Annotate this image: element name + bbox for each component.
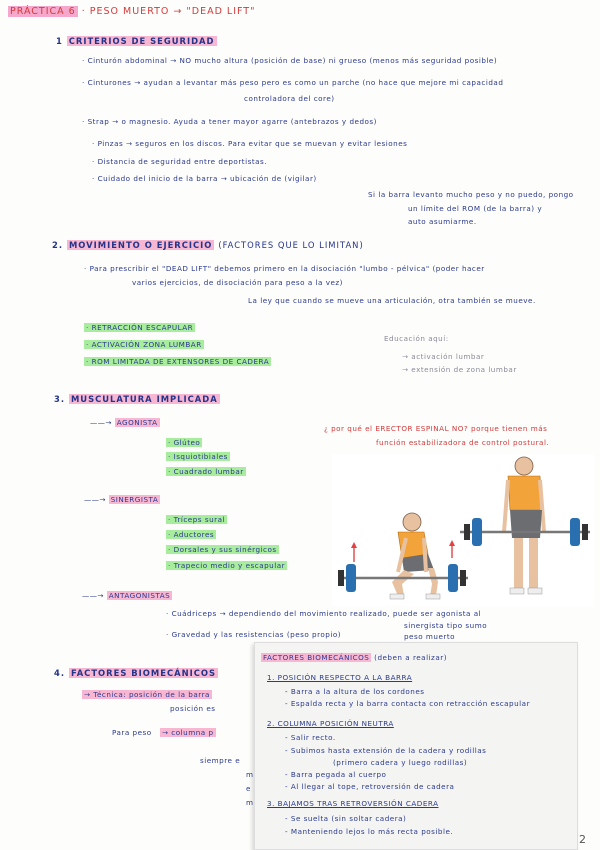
label: · Isquiotibiales xyxy=(168,452,228,461)
erector-question: ¿ por qué el ERECTOR ESPINAL NO? porque tienen más xyxy=(324,424,548,433)
sticky-point-2a: - Salir recto. xyxy=(285,733,336,742)
label: · Dorsales y sus sinérgicos xyxy=(168,545,277,554)
s2-bullet-prescribe: · Para prescribir el "DEAD LIFT" debemos primero en la disociación "lumbo - pélvica" (poder hacer xyxy=(84,264,485,273)
s4-frag-1: m xyxy=(246,770,254,779)
sticky-point-3 xyxy=(267,799,439,808)
label: · Aductores xyxy=(168,530,215,539)
s2-item-rom xyxy=(84,357,271,366)
sticky-point-3a: - Se suelta (sin soltar cadera) xyxy=(285,814,407,823)
synergist-3 xyxy=(166,545,279,554)
agonist-heading: ——→ AGONISTA xyxy=(90,418,158,427)
s4-always: siempre e xyxy=(200,756,241,765)
s1-bullet-strap: · Strap → o magnesio. Ayuda a tener mayor agarre (antebrazos y dedos) xyxy=(82,117,377,126)
label: · Glúteo xyxy=(168,438,201,447)
s1-bullet-bar-start: · Cuidado del inicio de la barra → ubicación de (vigilar) xyxy=(92,174,317,183)
sticky-point-2 xyxy=(267,719,394,728)
s4-technique xyxy=(82,690,212,699)
section-3-heading xyxy=(54,394,220,404)
section-title: CRITERIOS DE SEGURIDAD xyxy=(68,36,215,46)
synergist-2 xyxy=(166,530,216,539)
lifter-start-position xyxy=(338,513,468,599)
label: · Cuadrado lumbar xyxy=(168,467,244,476)
s4-technique-cont: posición es xyxy=(170,704,216,713)
sticky-title: FACTORES BIOMECÁNICOS xyxy=(263,653,370,662)
page-title xyxy=(8,6,255,17)
sticky-point-2d: - Barra pegada al cuerpo xyxy=(285,770,387,779)
section-number: 1 xyxy=(56,36,63,46)
label: ANTAGONISTAS xyxy=(108,591,171,600)
s1-bullet-belt: · Cinturón abdominal → NO mucho altura (posición de base) ni grueso (menos más seguridad posible) xyxy=(82,56,498,65)
sticky-point-2b: - Subimos hasta extensión de la cadera y rodillas xyxy=(285,746,487,755)
s2-note: La ley que cuando se mueve una articulación, otra también se mueve. xyxy=(248,296,536,305)
s1-bullet-belts: · Cinturones → ayudan a levantar más peso pero es como un parche (no hace que mejore mi capacidad xyxy=(82,78,504,87)
section-2-heading xyxy=(52,240,364,250)
antagonist-2: · Gravedad y las resistencias (peso propio) xyxy=(166,630,342,639)
deadlift-figures-svg xyxy=(332,454,594,606)
erector-answer: función estabilizadora de control postural. xyxy=(376,438,550,447)
label: · Trapecio medio y escapular xyxy=(168,561,286,570)
antagonist-1-cont: sinergista tipo sumo xyxy=(404,621,488,630)
section-title: MOVIMIENTO O EJERCICIO xyxy=(68,240,213,250)
sticky-title-row xyxy=(261,653,447,662)
label: · Tríceps sural xyxy=(168,515,225,524)
s2-side-1: → activación lumbar xyxy=(402,352,485,361)
lifter-end-position xyxy=(460,457,590,594)
antagonist-2-cont: peso muerto xyxy=(404,632,456,641)
deadlift-illustration xyxy=(332,454,594,606)
s1-note-3: auto asumiarme. xyxy=(408,217,477,226)
section-number: 3. xyxy=(54,394,66,404)
label: 3. BAJAMOS TRAS RETROVERSIÓN CADERA xyxy=(267,799,439,808)
page-number: 2 xyxy=(579,833,586,846)
sticky-point-2e: - Al llegar al tope, retroversión de cadera xyxy=(285,782,455,791)
sticky-point-1b: - Espalda recta y la barra contacta con retracción escapular xyxy=(285,699,531,708)
s1-bullet-distance: · Distancia de seguridad entre deportistas. xyxy=(92,157,268,166)
label: → Técnica: posición de la barra xyxy=(84,690,210,699)
s2-bullet-prescribe-cont: varios ejercicios, de disociación para peso a la vez) xyxy=(132,278,343,287)
sticky-point-1 xyxy=(267,673,412,682)
s1-note-2: un límite del ROM (de la barra) y xyxy=(408,204,543,213)
synergist-heading: ——→ SINERGISTA xyxy=(84,495,159,504)
s1-note-1: Si la barra levanto mucho peso y no puedo, pongo xyxy=(368,190,574,199)
section-title: MUSCULATURA IMPLICADA xyxy=(70,394,218,404)
antagonist-heading: ——→ ANTAGONISTAS xyxy=(82,591,171,600)
section-1-heading xyxy=(56,36,217,46)
sticky-point-1a: - Barra a la altura de los cordones xyxy=(285,687,425,696)
section-subtitle: (FACTORES QUE LO LIMITAN) xyxy=(218,240,364,250)
item-label: · ROM LIMITADA DE EXTENSORES DE CADERA xyxy=(86,357,270,366)
agonist-2 xyxy=(166,452,230,461)
section-number: 4. xyxy=(54,668,66,678)
item-label: · RETRACCIÓN ESCAPULAR xyxy=(86,323,194,332)
title-rest: · PESO MUERTO → "DEAD LIFT" xyxy=(77,6,256,17)
s4-column-lead: Para peso xyxy=(112,728,152,737)
label: 2. COLUMNA POSICIÓN NEUTRA xyxy=(267,719,394,728)
s4-frag-3: m xyxy=(246,798,254,807)
s2-side-title: Educación aquí: xyxy=(384,334,449,343)
agonist-1 xyxy=(166,438,202,447)
synergist-4 xyxy=(166,561,287,570)
sticky-point-3b: - Manteniendo lejos lo más recta posible. xyxy=(285,827,454,836)
s1-bullet-belts-cont: controladora del core) xyxy=(244,94,335,103)
label: → columna p xyxy=(162,728,214,737)
sticky-point-2c: (primero cadera y luego rodillas) xyxy=(333,758,468,767)
s2-side-2: → extensión de zona lumbar xyxy=(402,365,517,374)
section-title: FACTORES BIOMECÁNICOS xyxy=(70,668,216,678)
title-prefix: PRÁCTICA 6 xyxy=(10,6,76,17)
sticky-note-biomechanics xyxy=(254,642,578,850)
antagonist-1: · Cuádriceps → dependiendo del movimiento realizado, puede ser agonista al xyxy=(166,609,482,618)
section-number: 2. xyxy=(52,240,64,250)
s4-frag-2: e xyxy=(246,784,251,793)
label: 1. POSICIÓN RESPECTO A LA BARRA xyxy=(267,673,413,682)
item-label: · ACTIVACIÓN ZONA LUMBAR xyxy=(86,340,202,349)
s4-column xyxy=(160,728,216,737)
s2-item-retraction xyxy=(84,323,195,332)
sticky-subtitle: (deben a realizar) xyxy=(374,653,447,662)
s1-bullet-clamps: · Pinzas → seguros en los discos. Para evitar que se muevan y evitar lesiones xyxy=(92,139,408,148)
label: AGONISTA xyxy=(116,418,158,427)
agonist-3 xyxy=(166,467,246,476)
synergist-1 xyxy=(166,515,227,524)
s2-item-lumbar xyxy=(84,340,204,349)
label: SINERGISTA xyxy=(110,495,159,504)
section-4-heading xyxy=(54,668,218,678)
